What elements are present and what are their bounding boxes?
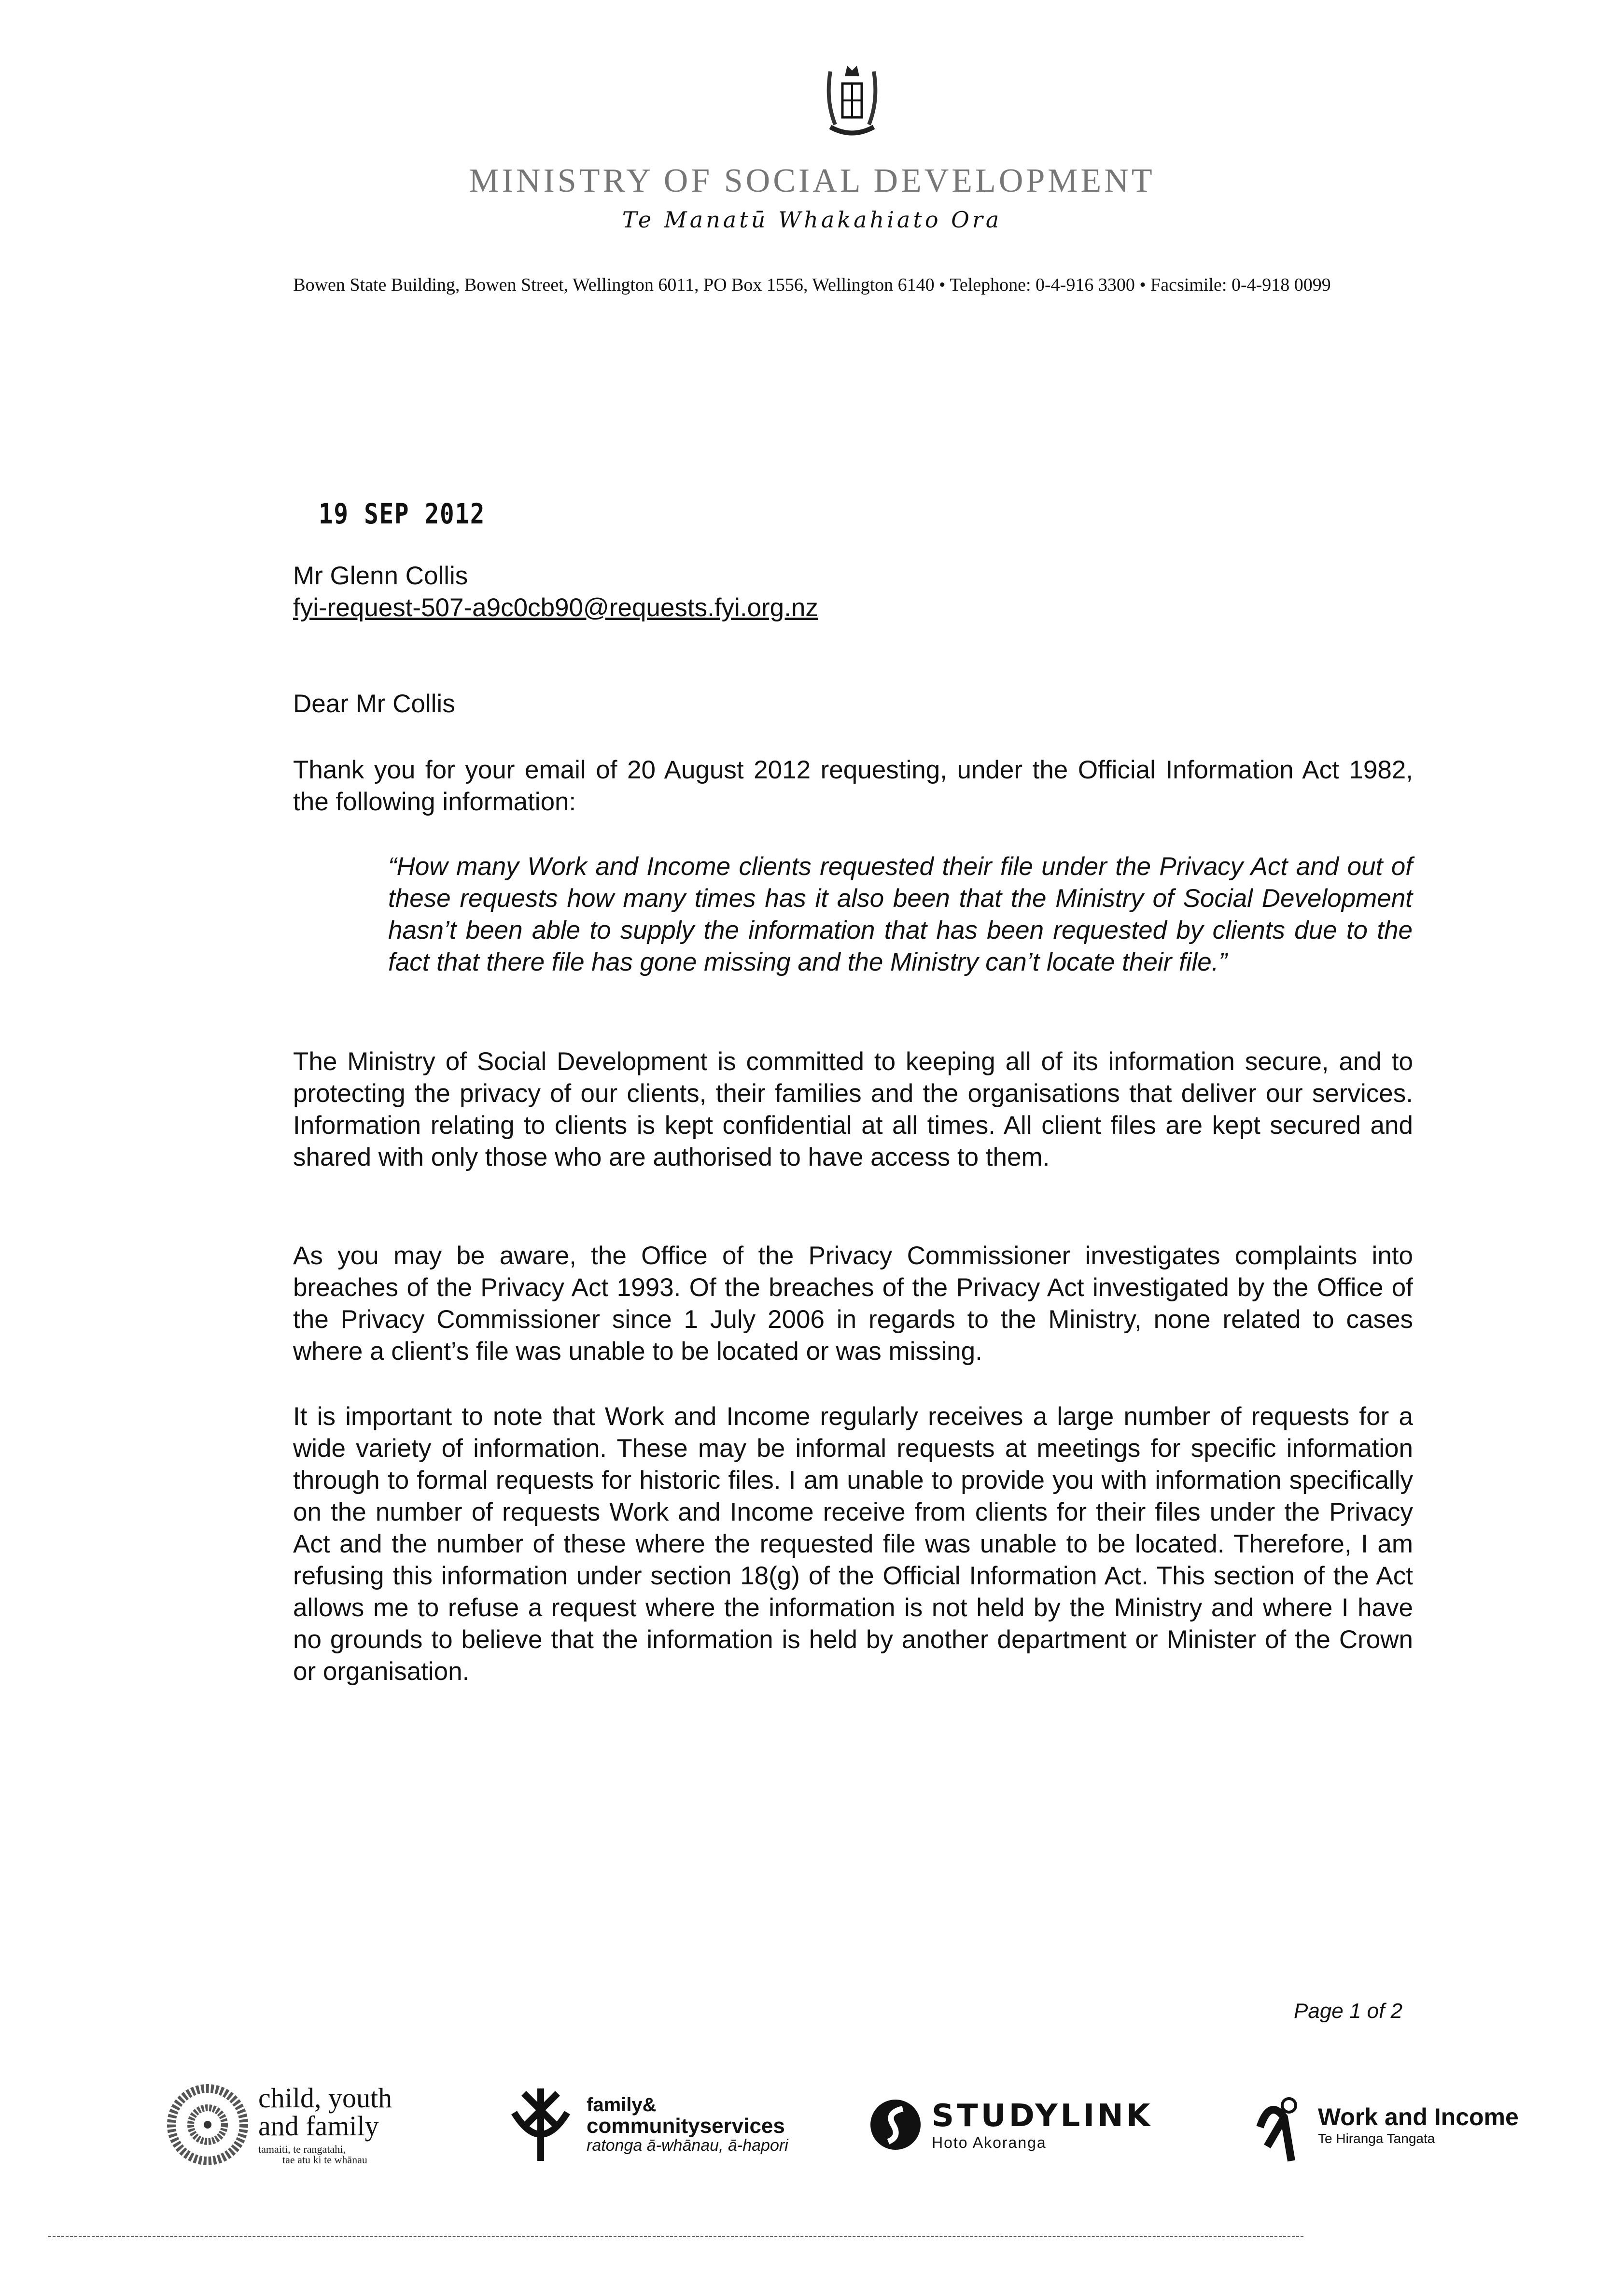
logo-tagline: Te Hiranga Tangata (1318, 2131, 1435, 2146)
work-income-figure-icon (1255, 2084, 1308, 2166)
logo-text: and family (258, 2110, 379, 2142)
logo-child-youth-family (167, 2076, 392, 2173)
logo-text: child, youth (258, 2082, 392, 2114)
ministry-name: MINISTRY OF SOCIAL DEVELOPMENT (469, 162, 1155, 199)
date-stamp: 19 SEP 2012 (319, 497, 486, 530)
logo-tagline: tae atu ki te whānau (282, 2154, 367, 2166)
figure-icon (504, 2084, 577, 2166)
intro-paragraph: Thank you for your email of 20 August 2012 requesting, under the Official Information Act 1982, the following information: (293, 756, 1413, 816)
logo-text: Work and Income (1318, 2103, 1519, 2130)
nz-coat-of-arms-icon (821, 62, 883, 139)
letterhead-address: Bowen State Building, Bowen Street, Wellington 6011, PO Box 1556, Wellington 6140 • Telephone: 0-4-916 3300 • Facsimile: 0-4-918 0099 (293, 275, 1331, 295)
logo-text: STUDYLINK (932, 2098, 1153, 2134)
logo-tagline: tamaiti, te rangatahi, (258, 2143, 346, 2155)
security-paragraph: The Ministry of Social Development is committed to keeping all of its information secure, and to protecting the privacy of our clients, their families and the organisations that deliver our services. Information relating to clients is kept confidential at all times. All client files are kept secured and shared with only those who are authorised to have access to them. (293, 1047, 1413, 1171)
recipient-name: Mr Glenn Collis (293, 562, 468, 590)
recipient-email-link[interactable]: fyi-request-507-a9c0cb90@requests.fyi.org.nz (293, 593, 818, 622)
page-number: Page 1 of 2 (1294, 1999, 1403, 2023)
logo-text: family& (587, 2094, 657, 2116)
salutation: Dear Mr Collis (293, 690, 455, 718)
logo-text: communityservices (587, 2114, 785, 2138)
logo-family-community-services (504, 2076, 788, 2173)
request-quote: “How many Work and Income clients requested their file under the Privacy Act and out of these requests how many times has it also been that the Ministry of Social Development hasn’t been able to supply the information that has been requested by clients due to the fact that there file has gone missing and the Ministry can’t locate their file.” (388, 852, 1413, 976)
logo-work-and-income (1255, 2076, 1519, 2173)
refusal-paragraph: It is important to note that Work and Income regularly receives a large number of requests for a wide variety of information. These may be informal requests at meetings for specific information through to formal requests for historic files. I am unable to provide you with information specifically on the number of requests Work and Income receive from clients for their files under the Privacy Act and the number of these where the requested file was unable to be located. Therefore, I am refusing this information under section 18(g) of the Official Information Act. This section of the Act allows me to refuse a request where the information is not held by the Ministry and where I have no grounds to believe that the information is held by another department or Minister of the Crown or organisation. (293, 1402, 1413, 1686)
spiral-icon (167, 2084, 249, 2166)
ministry-maori-name: Te Manatū Whakahiato Ora (622, 207, 1002, 233)
logo-studylink (869, 2076, 1153, 2173)
logo-tagline: ratonga ā-whānau, ā-hapori (587, 2136, 788, 2155)
logo-tagline: Hoto Akoranga (932, 2133, 1047, 2151)
recipient-block (293, 560, 1413, 624)
footer-divider (48, 2236, 1303, 2237)
studylink-s-icon (869, 2098, 922, 2151)
privacy-commissioner-paragraph: As you may be aware, the Office of the Privacy Commissioner investigates complaints into breaches of the Privacy Act 1993. Of the breaches of the Privacy Act investigated by the Office of the Privacy Commissioner since 1 July 2006 in regards to the Ministry, none related to cases where a client’s file was unable to be located or was missing. (293, 1241, 1413, 1366)
